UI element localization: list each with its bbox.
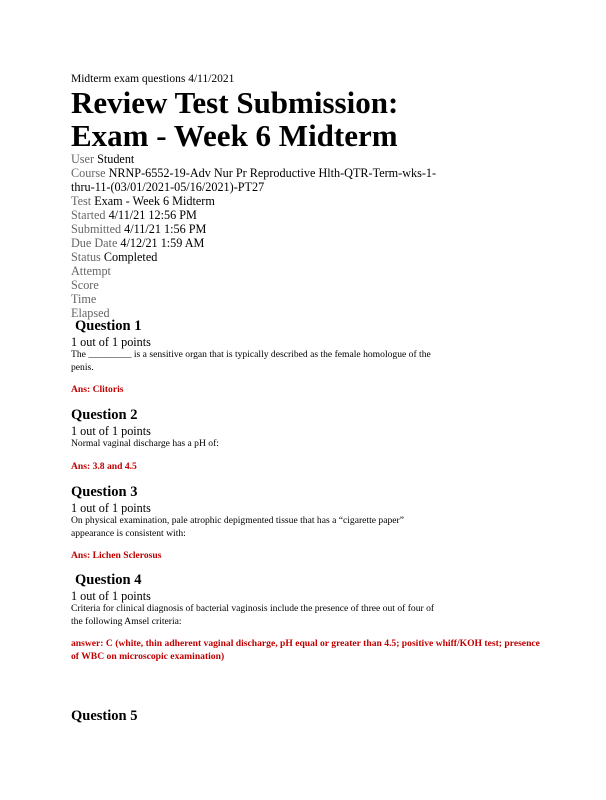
question-2-answer: Ans: 3.8 and 4.5 (71, 461, 137, 472)
question-1-title: Question 1 (75, 318, 142, 334)
question-4-title: Question 4 (75, 572, 142, 588)
question-1-text: The _________ is a sensitive organ that is typically described as the female homologue of the penis. (71, 349, 431, 373)
question-3-title: Question 3 (71, 484, 138, 500)
course-value: NRNP-6552-19-Adv Nur Pr Reproductive Hlth-QTR-Term-wks-1-thru-11-(03/01/2021-05/16/2021)-PT27 (71, 166, 437, 194)
attempt-label: Attempt (71, 264, 111, 278)
time-label: Time (71, 292, 97, 306)
due-date-value: 4/12/21 1:59 AM (120, 236, 205, 250)
started-row (71, 208, 451, 222)
document-header: Midterm exam questions 4/11/2021 (71, 73, 235, 85)
due-date-label: Due Date (71, 236, 118, 250)
due-date-row (71, 236, 451, 250)
question-1-points: 1 out of 1 points (71, 335, 151, 349)
question-1-answer: Ans: Clitoris (71, 384, 124, 395)
started-label: Started (71, 208, 106, 222)
title-line-2: Exam - Week 6 Midterm (71, 118, 398, 153)
question-4-text: Criteria for clinical diagnosis of bacterial vaginosis include the presence of three out of four of the following Amsel criteria: (71, 603, 435, 627)
question-4-answer: answer: C (white, thin adherent vaginal discharge, pH equal or greater than 4.5; positive whiff/KOH test; presence of WBC on microscopic examination) (71, 638, 540, 662)
question-4-points: 1 out of 1 points (71, 589, 151, 603)
elapsed-label: Elapsed (71, 306, 110, 320)
question-2-text: Normal vaginal discharge has a pH of: (71, 438, 219, 449)
submitted-label: Submitted (71, 222, 122, 236)
title-line-1: Review Test Submission: (71, 85, 399, 120)
user-label: User (71, 152, 95, 166)
test-row (71, 194, 451, 208)
started-value: 4/11/21 12:56 PM (108, 208, 197, 222)
test-value: Exam - Week 6 Midterm (94, 194, 215, 208)
user-row (71, 152, 451, 166)
status-row (71, 250, 451, 264)
question-3-answer: Ans: Lichen Sclerosus (71, 550, 162, 561)
course-label: Course (71, 166, 106, 180)
status-label: Status (71, 250, 101, 264)
submission-details (71, 152, 451, 320)
status-value: Completed (103, 250, 158, 264)
question-3-points: 1 out of 1 points (71, 501, 151, 515)
question-5-title: Question 5 (71, 708, 138, 724)
question-2-title: Question 2 (71, 407, 138, 423)
page-title (71, 86, 541, 152)
test-label: Test (71, 194, 92, 208)
score-label: Score (71, 278, 99, 292)
question-2-points: 1 out of 1 points (71, 424, 151, 438)
question-3-text: On physical examination, pale atrophic depigmented tissue that has a “cigarette paper” appearance is consistent with: (71, 515, 404, 539)
submitted-row (71, 222, 451, 236)
user-value: Student (97, 152, 135, 166)
course-row (71, 166, 451, 194)
submitted-value: 4/11/21 1:56 PM (124, 222, 207, 236)
